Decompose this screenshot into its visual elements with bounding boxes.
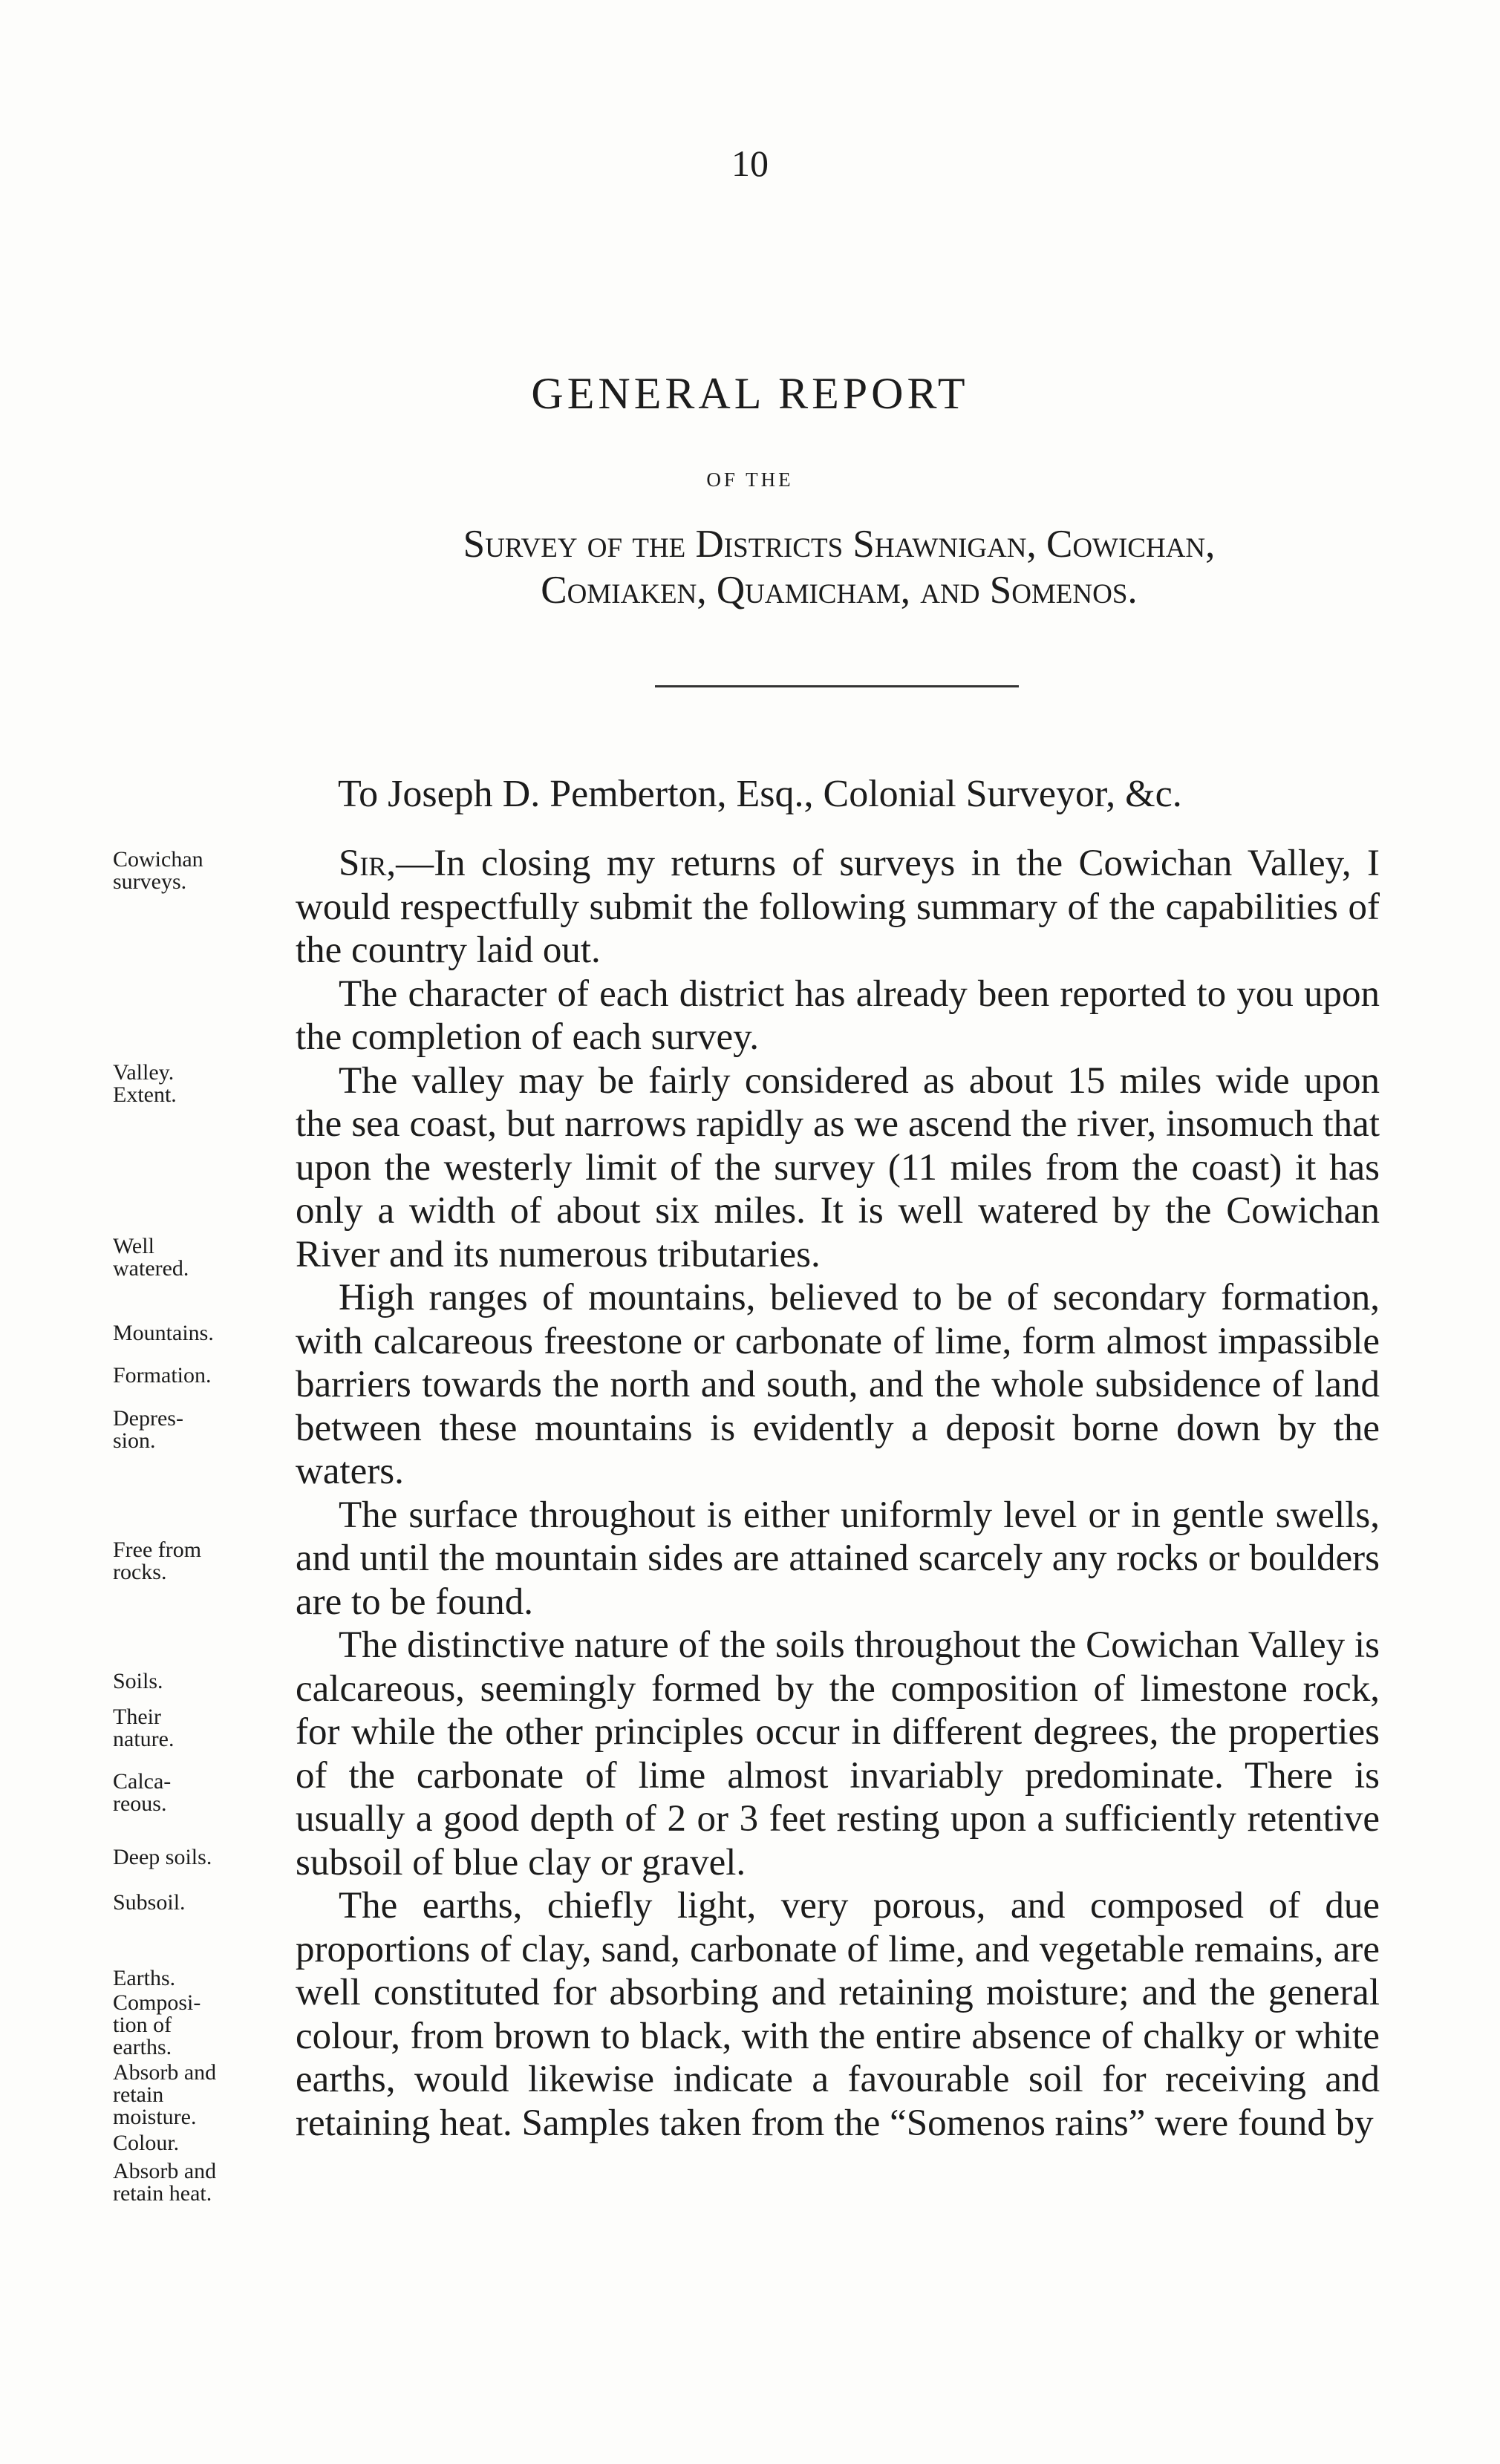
marginal-note: Well watered. <box>113 1234 189 1281</box>
paragraph: High ranges of mountains, believed to be of secondary formation, with calcareous freestone or carbonate of lime, form almost impassible barriers towards the north and south, and the whole subsidence of land between these mountains is evidently a deposit borne down by the waters. <box>296 1277 1380 1492</box>
marginal-note: Composi- tion of earths. <box>113 1990 201 2059</box>
paragraph <box>296 842 1380 973</box>
report-subtitle <box>252 521 1426 613</box>
paragraph: The earths, chiefly light, very porous, and composed of due proportions of clay, sand, carbonate of lime, and vegetable remains, are well constituted for absorbing and retaining moisture; and the general colour, from brown to black, with the entire absence of chalky or white earths, would likewise indicate a favourable soil for receiving and retaining heat. Samples taken from the “Somenos rains” were found by <box>296 1885 1380 2144</box>
marginal-note: Colour. <box>113 2131 180 2155</box>
section-divider <box>655 685 1019 687</box>
marginal-note: Calca- reous. <box>113 1769 172 1816</box>
marginal-note: Depres- sion. <box>113 1406 183 1453</box>
subtitle-line-1: Survey of the Districts Shawnigan, Cowichan, <box>463 523 1216 566</box>
paragraph-text: —In closing my returns of surveys in the Cowichan Valley, I would respectfully submit the following summary of the capabilities of the country laid out. <box>296 843 1380 971</box>
marginal-note: Formation. <box>113 1363 212 1388</box>
report-title: GENERAL REPORT <box>531 369 969 418</box>
marginal-note: Deep soils. <box>113 1845 212 1869</box>
marginal-note: Free from rocks. <box>113 1537 202 1584</box>
page-number: 10 <box>731 143 769 184</box>
addressee-line: To Joseph D. Pemberton, Esq., Colonial Surveyor, &c. <box>338 773 1182 815</box>
marginal-note: Mountains. <box>113 1321 214 1345</box>
marginal-note: Absorb and retain moisture. <box>113 2060 217 2129</box>
marginal-notes <box>113 0 291 2464</box>
report-body <box>296 842 1380 2145</box>
paragraph: The distinctive nature of the soils throughout the Cowichan Valley is calcareous, seemingly formed by the composition of limestone rock, for while the other principles occur in different degrees, the properties of the carbonate of lime almost invariably predominate. There is usually a good depth of 2 or 3 feet resting upon a sufficiently retentive subsoil of blue clay or gravel. <box>296 1624 1380 1883</box>
paragraph: The valley may be fairly considered as about 15 miles wide upon the sea coast, but narrows rapidly as we ascend the river, insomuch that upon the westerly limit of the survey (11 miles from the coast) it has only a width of about six miles. It is well watered by the Cowichan River and its numerous tributaries. <box>296 1059 1380 1275</box>
paragraph: The character of each district has already been reported to you upon the completion of each survey. <box>296 973 1380 1058</box>
marginal-note: Earths. <box>113 1966 176 1990</box>
marginal-note: Absorb and retain heat. <box>113 2159 217 2206</box>
subtitle-line-2: Comiaken, Quamicham, and Somenos. <box>541 569 1138 612</box>
salutation: Sir, <box>339 843 397 884</box>
marginal-note: Subsoil. <box>113 1890 186 1915</box>
paragraph: The surface throughout is either uniformly level or in gentle swells, and until the mountain sides are attained scarcely any rocks or boulders are to be found. <box>296 1494 1380 1623</box>
report-title-connector: OF THE <box>706 468 794 491</box>
marginal-note: Soils. <box>113 1669 163 1693</box>
marginal-note: Their nature. <box>113 1705 175 1751</box>
marginal-note: Valley. Extent. <box>113 1060 177 1107</box>
marginal-note: Cowichan surveys. <box>113 847 203 894</box>
